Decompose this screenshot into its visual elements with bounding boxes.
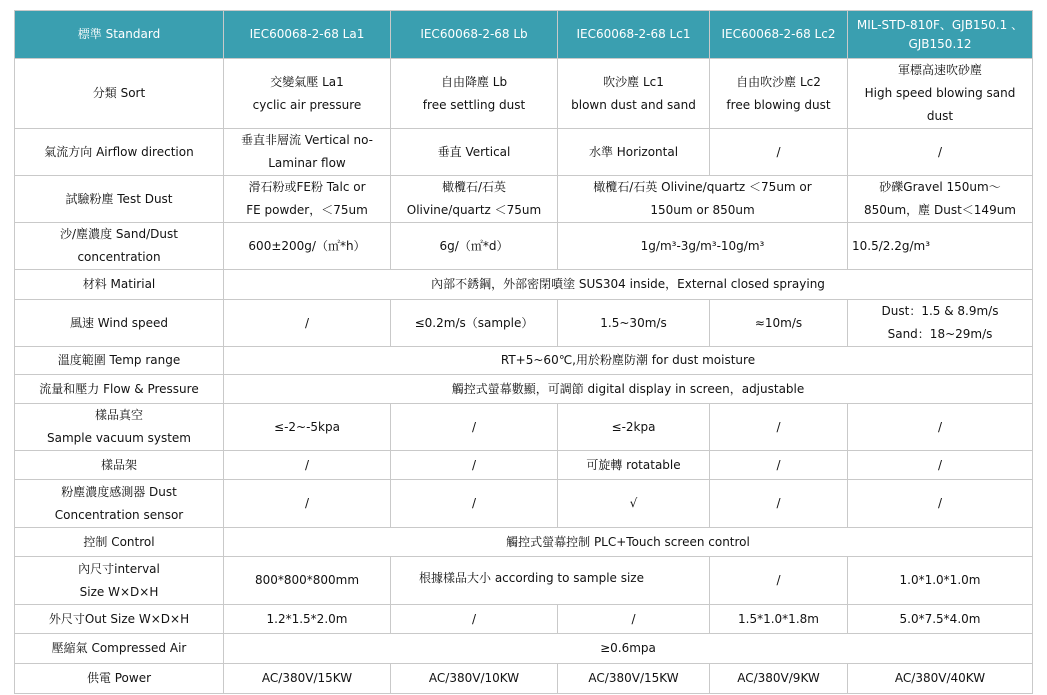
cell-airflow-la1 [224,129,391,176]
cell-line: 沙/塵濃度 Sand/Dust [60,227,178,241]
cell-line: 內尺寸interval [78,561,160,576]
cell-line: 橄欖石/石英 [441,180,507,194]
cell-interval-la1: 800*800*800mm [224,557,391,605]
cell-sort-lc1 [558,59,710,129]
cell-airflow-lc1: 水準 Horizontal [558,129,710,176]
cell-sensor-lc2: / [710,480,848,528]
cell-test-dust-la1 [224,176,391,223]
row-flow [15,375,1033,404]
row-label-air: 壓縮氣 Compressed Air [15,634,224,664]
header-mil-line2: 、GJB150.12 [908,17,1024,51]
cell-vacuum-mil: / [848,404,1033,451]
cell-line: 軍標高速吹砂塵 [897,63,982,77]
cell-sensor-la1: / [224,480,391,528]
cell-line: 交變氣壓 La1 [270,74,344,89]
row-concentration [15,223,1033,270]
row-out-size [15,605,1033,634]
header-lb: IEC60068-2-68 Lb [391,11,558,59]
cell-test-dust-lb [391,176,558,223]
row-label-concentration [15,223,224,270]
row-wind [15,300,1033,347]
cell-power-lc1: AC/380V/15KW [558,664,710,694]
cell-line: Sand：18~29m/s [887,327,993,341]
header-mil [848,11,1033,59]
cell-line: 垂直非層流 Vertical no- [240,133,374,147]
cell-line: Size W×D×H [79,584,159,599]
row-airflow [15,129,1033,176]
cell-out-size-mil: 5.0*7.5*4.0m [848,605,1033,634]
cell-concentration-lc: 1g/m³-3g/m³-10g/m³ [558,223,848,270]
cell-line: 150um or 850um [650,203,755,217]
cell-rack-lc2: / [710,451,848,480]
cell-sensor-mil: / [848,480,1033,528]
cell-line: 橄欖石/石英 Olivine/quartz ＜75um or [593,180,812,194]
row-vacuum [15,404,1033,451]
row-label-sort: 分類 Sort [15,59,224,129]
cell-material-value: 內部不銹鋼，外部密閉噴塗 SUS304 inside，External closed spraying [224,270,1033,300]
cell-interval-mil: 1.0*1.0*1.0m [848,557,1033,605]
cell-sort-mil [848,59,1033,129]
cell-airflow-lb: 垂直 Vertical [391,129,558,176]
cell-line: High speed blowing sand [864,86,1016,100]
cell-wind-lb: ≤0.2m/s（sample） [391,300,558,347]
cell-line: 自由吹沙塵 Lc2 [736,74,821,89]
row-label-interval [15,557,224,605]
cell-line: 850um，塵 Dust＜149um [863,203,1017,217]
spec-table-container [14,10,1033,694]
header-la1: IEC60068-2-68 La1 [224,11,391,59]
row-label-test-dust: 試驗粉塵 Test Dust [15,176,224,223]
cell-line: 滑石粉或FE粉 Talc or [248,180,366,194]
cell-line: 樣品真空 [94,408,143,422]
cell-airflow-mil: / [848,129,1033,176]
cell-sensor-lc1: √ [558,480,710,528]
cell-concentration-la1: 600±200g/（㎡*h） [224,223,391,270]
row-label-vacuum [15,404,224,451]
cell-airflow-lc2: / [710,129,848,176]
cell-sort-lc2 [710,59,848,129]
cell-line: blown dust and sand [571,97,696,112]
row-test-dust [15,176,1033,223]
row-label-wind: 風速 Wind speed [15,300,224,347]
cell-line: 吹沙塵 Lc1 [603,74,664,89]
row-label-flow: 流量和壓力 Flow & Pressure [15,375,224,404]
cell-vacuum-lc1: ≤-2kpa [558,404,710,451]
cell-sort-lb [391,59,558,129]
header-row [15,11,1033,59]
cell-out-size-lc2: 1.5*1.0*1.8m [710,605,848,634]
cell-line: Sample vacuum system [47,431,191,445]
row-sensor [15,480,1033,528]
cell-control-value: 觸控式螢幕控制 PLC+Touch screen control [224,528,1033,557]
cell-flow-value: 觸控式螢幕數顯，可調節 digital display in screen，adjustable [224,375,1033,404]
row-interval [15,557,1033,605]
cell-line: Olivine/quartz ＜75um [406,203,542,217]
cell-vacuum-lb: / [391,404,558,451]
cell-line: 砂礫Gravel 150um～ [879,180,1001,194]
cell-wind-mil [848,300,1033,347]
cell-line: dust [926,109,954,123]
cell-concentration-mil: 10.5/2.2g/m³ [848,223,1033,270]
row-label-sensor [15,480,224,528]
header-standard: 標準 Standard [15,11,224,59]
row-material [15,270,1033,300]
header-lc1: IEC60068-2-68 Lc1 [558,11,710,59]
cell-line: concentration [77,250,161,264]
cell-rack-la1: / [224,451,391,480]
cell-test-dust-lc [558,176,848,223]
cell-interval-lb-lc1: 根據樣品大小 according to sample size [391,557,710,605]
cell-wind-la1: / [224,300,391,347]
row-control [15,528,1033,557]
cell-line: Laminar flow [268,156,346,170]
cell-out-size-lb: / [391,605,558,634]
cell-out-size-la1: 1.2*1.5*2.0m [224,605,391,634]
cell-line: Dust：1.5 & 8.9m/s [881,304,999,318]
cell-power-mil: AC/380V/40KW [848,664,1033,694]
cell-power-lc2: AC/380V/9KW [710,664,848,694]
cell-wind-lc2: ≈10m/s [710,300,848,347]
cell-sort-la1 [224,59,391,129]
cell-line: Concentration sensor [54,507,184,522]
cell-rack-lb: / [391,451,558,480]
cell-line: cyclic air pressure [252,97,362,112]
cell-line: FE powder，＜75um [246,203,368,217]
cell-vacuum-lc2: / [710,404,848,451]
row-label-material: 材料 Matirial [15,270,224,300]
cell-sensor-lb: / [391,480,558,528]
header-mil-line1: MIL-STD-810F、GJB150.1 [856,17,1008,32]
header-lc2: IEC60068-2-68 Lc2 [710,11,848,59]
row-air [15,634,1033,664]
cell-test-dust-mil [848,176,1033,223]
row-rack [15,451,1033,480]
cell-air-value: ≥0.6mpa [224,634,1033,664]
cell-line: 自由降塵 Lb [440,74,508,89]
row-temp [15,347,1033,375]
spec-table [14,10,1033,694]
row-label-out-size: 外尺寸Out Size W×D×H [15,605,224,634]
cell-line: free blowing dust [726,97,831,112]
cell-rack-mil: / [848,451,1033,480]
cell-wind-lc1: 1.5~30m/s [558,300,710,347]
cell-concentration-lb: 6g/（㎡*d） [391,223,558,270]
row-label-control: 控制 Control [15,528,224,557]
cell-power-lb: AC/380V/10KW [391,664,558,694]
cell-line: free settling dust [422,97,526,112]
row-label-temp: 溫度範圍 Temp range [15,347,224,375]
cell-line: 粉塵濃度感測器 Dust [61,484,177,499]
row-power [15,664,1033,694]
cell-interval-lc2: / [710,557,848,605]
cell-power-la1: AC/380V/15KW [224,664,391,694]
row-sort [15,59,1033,129]
row-label-power: 供電 Power [15,664,224,694]
cell-out-size-lc1: / [558,605,710,634]
row-label-rack: 樣品架 [15,451,224,480]
cell-rack-lc1: 可旋轉 rotatable [558,451,710,480]
cell-temp-value: RT+5~60℃,用於粉塵防潮 for dust moisture [224,347,1033,375]
row-label-airflow: 氣流方向 Airflow direction [15,129,224,176]
cell-vacuum-la1: ≤-2~-5kpa [224,404,391,451]
